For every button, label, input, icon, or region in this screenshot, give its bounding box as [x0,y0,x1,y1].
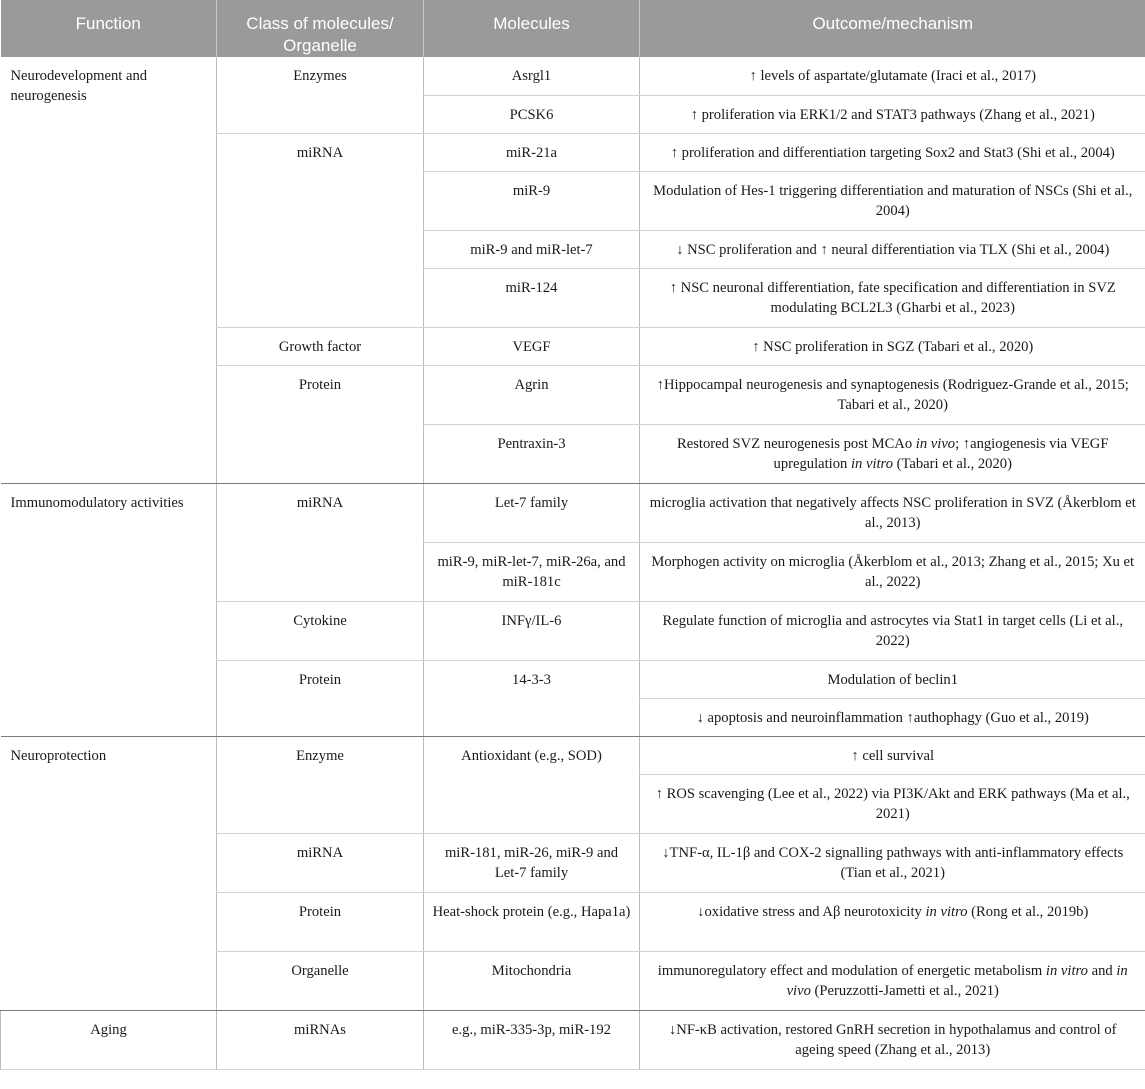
molecule-cell: INFγ/IL-6 [424,601,640,660]
outcome-cell: ↑ NSC neuronal differentiation, fate specification and differentiation in SVZ modulating BCL2L3 (Gharbi et al., 2023) [640,268,1145,327]
class-cell: Protein [217,892,424,951]
molecule-cell: 14-3-3 [424,660,640,736]
header-molecules: Molecules [424,0,640,57]
outcome-cell: Modulation of beclin1 [640,660,1145,698]
outcome-cell: ↑ cell survival [640,736,1145,774]
outcome-cell: ↓ NSC proliferation and ↑ neural differentiation via TLX (Shi et al., 2004) [640,230,1145,268]
outcome-text: Restored SVZ neurogenesis post MCAo [677,435,916,452]
molecule-cell: miR-9, miR-let-7, miR-26a, and miR-181c [424,542,640,601]
function-cell: Immunomodulatory activities [1,483,217,736]
header-row [1,0,1145,57]
class-cell: Enzyme [217,736,424,833]
outcome-text: and [1087,962,1117,979]
outcome-text: ; ↑angiogenesis via VEGF upregulation [773,435,1109,472]
outcome-cell: ↑ proliferation via ERK1/2 and STAT3 pathways (Zhang et al., 2021) [640,95,1145,133]
italic-text: in vivo [786,962,1128,999]
molecule-cell: miR-124 [424,268,640,327]
molecule-cell: Let-7 family [424,483,640,542]
molecule-cell: miR-181, miR-26, miR-9 and Let-7 family [424,833,640,892]
italic-text: in vitro [1045,962,1088,979]
class-cell: Protein [217,365,424,483]
class-cell: Protein [217,660,424,736]
outcome-cell: ↓TNF-α, IL-1β and COX-2 signalling pathways with anti-inflammatory effects (Tian et al., 2021) [640,833,1145,892]
outcome-cell: ↓NF-κB activation, restored GnRH secretion in hypothalamus and control of ageing speed (Zhang et al., 2013) [640,1010,1145,1069]
outcome-cell: ↑ levels of aspartate/glutamate (Iraci et al., 2017) [640,57,1145,95]
italic-text: in vivo [915,435,956,452]
molecule-cell: Antioxidant (e.g., SOD) [424,736,640,833]
header-outcome: Outcome/mechanism [640,0,1145,57]
outcome-text: ↓oxidative stress and Aβ neurotoxicity [697,903,926,920]
class-cell: miRNA [217,483,424,601]
outcome-text: immunoregulatory effect and modulation of energetic metabolism [657,962,1046,979]
outcome-cell: ↑ proliferation and differentiation targeting Sox2 and Stat3 (Shi et al., 2004) [640,133,1145,171]
italic-text: in vitro [925,903,968,920]
molecule-cell: Pentraxin-3 [424,424,640,483]
outcome-cell: ↑ NSC proliferation in SGZ (Tabari et al., 2020) [640,327,1145,365]
class-cell: Growth factor [217,327,424,365]
class-cell: Organelle [217,951,424,1010]
header-function: Function [1,0,217,57]
outcome-cell [640,424,1145,483]
class-cell: miRNA [217,833,424,892]
outcome-cell: microglia activation that negatively affects NSC proliferation in SVZ (Åkerblom et al., 2013) [640,483,1145,542]
table-row [1,736,1145,774]
outcome-cell [640,892,1145,951]
molecule-cell: miR-9 [424,171,640,230]
molecule-cell: e.g., miR-335-3p, miR-192 [424,1010,640,1069]
outcome-text: (Peruzzotti-Jametti et al., 2021) [810,982,999,999]
class-cell: miRNAs [217,1010,424,1069]
class-cell: miRNA [217,133,424,327]
table-row [1,483,1145,542]
class-cell: Cytokine [217,601,424,660]
class-cell: Enzymes [217,57,424,133]
outcome-text: (Rong et al., 2019b) [967,903,1089,920]
molecule-cell: PCSK6 [424,95,640,133]
header-class: Class of molecules/ Organelle [217,0,424,57]
table-row [1,57,1145,95]
outcome-cell: ↓ apoptosis and neuroinflammation ↑authophagy (Guo et al., 2019) [640,698,1145,736]
molecule-cell: Mitochondria [424,951,640,1010]
molecule-cell: Agrin [424,365,640,424]
outcome-cell: Regulate function of microglia and astrocytes via Stat1 in target cells (Li et al., 2022) [640,601,1145,660]
molecule-cell: Heat-shock protein (e.g., Hapa1a) [424,892,640,951]
outcome-cell: Morphogen activity on microglia (Åkerblom et al., 2013; Zhang et al., 2015; Xu et al., 2022) [640,542,1145,601]
table-row [1,1010,1145,1069]
outcome-cell [640,951,1145,1010]
outcome-cell: Modulation of Hes-1 triggering differentiation and maturation of NSCs (Shi et al., 2004) [640,171,1145,230]
outcome-cell: ↑ ROS scavenging (Lee et al., 2022) via PI3K/Akt and ERK pathways (Ma et al., 2021) [640,774,1145,833]
function-cell: Aging [1,1010,217,1069]
function-cell: Neurodevelopment and neurogenesis [1,57,217,483]
molecule-cell: miR-21a [424,133,640,171]
outcome-cell: ↑Hippocampal neurogenesis and synaptogenesis (Rodriguez-Grande et al., 2015; Tabari et al., 2020) [640,365,1145,424]
italic-text: in vitro [850,455,893,472]
molecule-cell: Asrgl1 [424,57,640,95]
function-cell: Neuroprotection [1,736,217,1010]
molecule-cell: miR-9 and miR-let-7 [424,230,640,268]
molecule-cell: VEGF [424,327,640,365]
outcome-text: (Tabari et al., 2020) [893,455,1012,472]
